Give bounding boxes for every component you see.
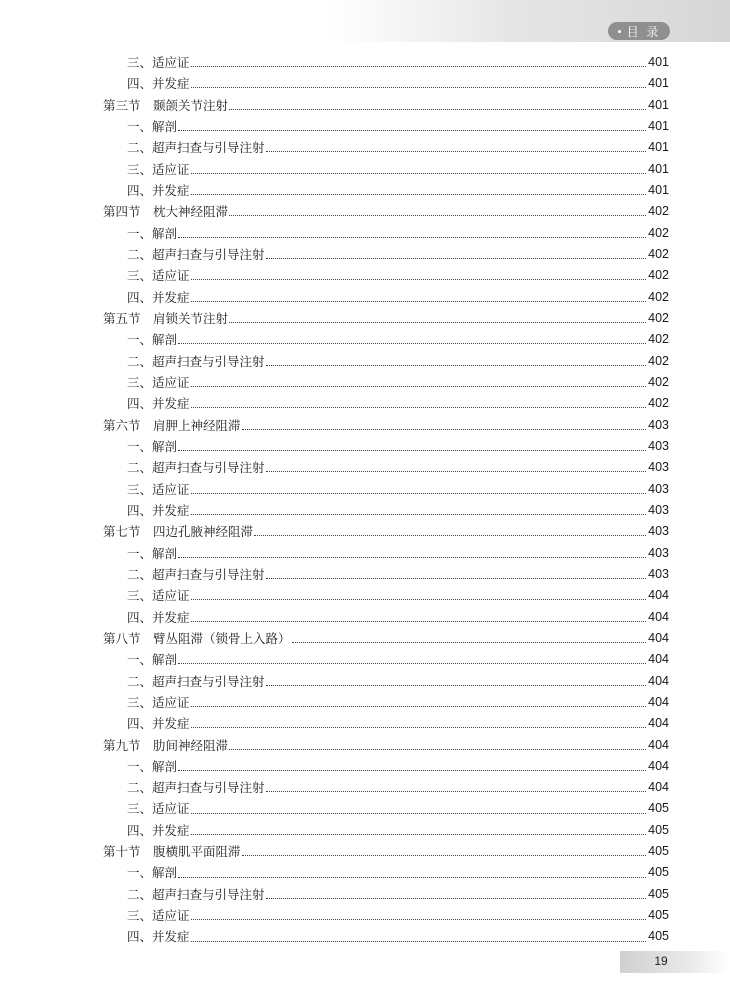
dot-leader	[191, 621, 646, 622]
toc-entry-title: 二、超声扫查与引导注射	[127, 460, 265, 476]
toc-item-row[interactable]	[103, 52, 669, 73]
toc-page-number: 401	[648, 161, 669, 176]
toc-page-number: 401	[648, 76, 669, 91]
toc-page-number: 401	[648, 182, 669, 197]
toc-item-row[interactable]	[103, 543, 669, 564]
dot-leader	[266, 365, 646, 366]
dot-leader	[191, 301, 646, 302]
toc-section-row[interactable]	[103, 841, 669, 862]
toc-item-row[interactable]	[103, 820, 669, 841]
toc-section-number: 第三节	[103, 97, 141, 113]
toc-page-number: 403	[648, 460, 669, 475]
toc-section-number: 第五节	[103, 310, 141, 326]
toc-page-number: 403	[648, 545, 669, 560]
toc-page-number: 405	[648, 929, 669, 944]
toc-entry-title	[103, 95, 228, 116]
dot-leader	[242, 855, 646, 856]
dot-leader	[266, 258, 646, 259]
section-tag-label: 目 录	[626, 24, 661, 39]
toc-item-row[interactable]	[103, 564, 669, 585]
toc-entry-title: 四、并发症	[127, 609, 190, 625]
toc-entry-title: 三、适应证	[127, 161, 190, 177]
toc-entry-title: 二、超声扫查与引导注射	[127, 886, 265, 902]
toc-entry-title	[103, 415, 241, 436]
dot-leader	[229, 749, 646, 750]
toc-page-number: 405	[648, 886, 669, 901]
toc-item-row[interactable]	[103, 351, 669, 372]
toc-page-number: 402	[648, 332, 669, 347]
dot-leader	[178, 557, 646, 558]
toc-section-title: 四边孔腋神经阻滞	[153, 524, 254, 540]
toc-section-row[interactable]	[103, 201, 669, 222]
toc-entry-title: 一、解剖	[127, 438, 178, 454]
toc-item-row[interactable]	[103, 798, 669, 819]
page-number: 19	[654, 954, 668, 968]
toc-item-row[interactable]	[103, 692, 669, 713]
toc-entry-title: 二、超声扫查与引导注射	[127, 353, 265, 369]
toc-item-row[interactable]	[103, 73, 669, 94]
dot-leader	[178, 663, 646, 664]
toc-entry-title: 一、解剖	[127, 865, 178, 881]
toc-entry-title: 二、超声扫查与引导注射	[127, 780, 265, 796]
dot-leader	[178, 770, 646, 771]
table-of-contents	[103, 52, 669, 948]
toc-page-number: 401	[648, 140, 669, 155]
toc-entry-title: 一、解剖	[127, 652, 178, 668]
toc-entry-title: 四、并发症	[127, 929, 190, 945]
toc-page-number: 402	[648, 396, 669, 411]
dot-leader	[191, 813, 646, 814]
toc-section-row[interactable]	[103, 628, 669, 649]
toc-page-number: 402	[648, 310, 669, 325]
toc-entry-title	[103, 841, 241, 862]
toc-section-number: 第六节	[103, 417, 141, 433]
toc-item-row[interactable]	[103, 180, 669, 201]
dot-leader	[292, 642, 646, 643]
toc-entry-title: 四、并发症	[127, 716, 190, 732]
toc-entry-title: 四、并发症	[127, 76, 190, 92]
toc-entry-title: 四、并发症	[127, 289, 190, 305]
toc-page-number: 404	[648, 716, 669, 731]
toc-page-number: 401	[648, 118, 669, 133]
toc-item-row[interactable]	[103, 287, 669, 308]
toc-entry-title: 三、适应证	[127, 55, 190, 70]
toc-section-title: 腹横肌平面阻滞	[153, 844, 241, 860]
toc-section-number: 第九节	[103, 737, 141, 753]
toc-page-number: 402	[648, 289, 669, 304]
toc-item-row[interactable]	[103, 905, 669, 926]
toc-entry-title: 三、适应证	[127, 268, 190, 284]
dot-leader	[191, 279, 646, 280]
dot-leader	[266, 791, 646, 792]
toc-section-title: 枕大神经阻滞	[153, 204, 229, 220]
toc-section-title: 肋间神经阻滞	[153, 737, 229, 753]
toc-item-row[interactable]	[103, 329, 669, 350]
toc-entry-title	[103, 201, 228, 222]
toc-item-row[interactable]	[103, 585, 669, 606]
toc-entry-title: 三、适应证	[127, 694, 190, 710]
toc-entry-title: 二、超声扫查与引导注射	[127, 140, 265, 156]
toc-item-row[interactable]	[103, 926, 669, 947]
toc-section-row[interactable]	[103, 308, 669, 329]
toc-entry-title	[103, 521, 253, 542]
dot-leader	[266, 578, 646, 579]
dot-leader	[191, 407, 646, 408]
dot-leader	[229, 109, 646, 110]
toc-page-number: 401	[648, 55, 669, 69]
toc-page-number: 402	[648, 374, 669, 389]
bullet-icon	[618, 30, 621, 33]
dot-leader	[191, 599, 646, 600]
dot-leader	[266, 898, 646, 899]
toc-entry-title: 一、解剖	[127, 118, 178, 134]
dot-leader	[191, 66, 646, 67]
toc-section-number: 第四节	[103, 204, 141, 220]
dot-leader	[191, 87, 646, 88]
toc-item-row[interactable]	[103, 436, 669, 457]
toc-page-number: 402	[648, 353, 669, 368]
toc-entry-title: 一、解剖	[127, 758, 178, 774]
dot-leader	[191, 834, 646, 835]
toc-page-number: 402	[648, 268, 669, 283]
toc-item-row[interactable]	[103, 457, 669, 478]
toc-page-number: 405	[648, 801, 669, 816]
toc-entry-title	[103, 628, 291, 649]
toc-page-number: 404	[648, 673, 669, 688]
dot-leader	[229, 215, 646, 216]
toc-item-row[interactable]	[103, 265, 669, 286]
toc-entry-title	[103, 735, 228, 756]
dot-leader	[191, 514, 646, 515]
toc-entry-title: 四、并发症	[127, 182, 190, 198]
toc-section-row[interactable]	[103, 95, 669, 116]
toc-section-title: 肩胛上神经阻滞	[153, 417, 241, 433]
toc-section-title: 臂丛阻滞（锁骨上入路）	[153, 630, 291, 646]
toc-section-title: 肩锁关节注射	[153, 310, 229, 326]
toc-page-number: 404	[648, 652, 669, 667]
toc-item-row[interactable]	[103, 777, 669, 798]
toc-item-row[interactable]	[103, 372, 669, 393]
toc-entry-title: 一、解剖	[127, 225, 178, 241]
toc-item-row[interactable]	[103, 479, 669, 500]
toc-page-number: 403	[648, 438, 669, 453]
toc-page-number: 404	[648, 630, 669, 645]
toc-item-row[interactable]	[103, 137, 669, 158]
dot-leader	[229, 322, 646, 323]
toc-page-number: 404	[648, 780, 669, 795]
dot-leader	[191, 941, 646, 942]
toc-entry-title: 四、并发症	[127, 396, 190, 412]
dot-leader	[191, 727, 646, 728]
dot-leader	[191, 386, 646, 387]
toc-section-row[interactable]	[103, 521, 669, 542]
dot-leader	[266, 685, 646, 686]
toc-page-number: 405	[648, 822, 669, 837]
toc-item-row[interactable]	[103, 607, 669, 628]
toc-entry-title: 三、适应证	[127, 374, 190, 390]
toc-section-number: 第十节	[103, 844, 141, 860]
toc-entry-title: 三、适应证	[127, 908, 190, 924]
toc-section-row[interactable]	[103, 735, 669, 756]
toc-entry-title: 三、适应证	[127, 588, 190, 604]
dot-leader	[266, 151, 646, 152]
toc-page-number: 405	[648, 865, 669, 880]
toc-item-row[interactable]	[103, 649, 669, 670]
dot-leader	[178, 450, 646, 451]
toc-page-number: 404	[648, 694, 669, 709]
toc-item-row[interactable]	[103, 862, 669, 883]
toc-entry-title: 一、解剖	[127, 545, 178, 561]
toc-page-number: 405	[648, 908, 669, 923]
dot-leader	[178, 343, 646, 344]
toc-item-row[interactable]	[103, 244, 669, 265]
toc-page-number: 405	[648, 844, 669, 859]
dot-leader	[266, 471, 646, 472]
dot-leader	[178, 130, 646, 131]
toc-page-number: 404	[648, 737, 669, 752]
toc-item-row[interactable]	[103, 223, 669, 244]
header-bar	[330, 0, 730, 42]
toc-item-row[interactable]	[103, 116, 669, 137]
dot-leader	[178, 237, 646, 238]
toc-item-row[interactable]	[103, 713, 669, 734]
section-tag	[608, 22, 670, 40]
toc-item-row[interactable]	[103, 884, 669, 905]
toc-item-row[interactable]	[103, 393, 669, 414]
toc-page-number: 404	[648, 588, 669, 603]
toc-entry-title	[103, 308, 228, 329]
toc-entry-title: 二、超声扫查与引导注射	[127, 246, 265, 262]
toc-page-number: 403	[648, 417, 669, 432]
toc-page-number: 403	[648, 502, 669, 517]
toc-item-row[interactable]	[103, 671, 669, 692]
toc-section-row[interactable]	[103, 415, 669, 436]
dot-leader	[191, 173, 646, 174]
toc-page-number: 404	[648, 609, 669, 624]
toc-page-number: 401	[648, 97, 669, 112]
toc-entry-title: 一、解剖	[127, 332, 178, 348]
toc-page-number: 403	[648, 566, 669, 581]
toc-page-number: 403	[648, 481, 669, 496]
toc-section-number: 第八节	[103, 630, 141, 646]
dot-leader	[191, 194, 646, 195]
toc-item-row[interactable]	[103, 500, 669, 521]
toc-entry-title: 三、适应证	[127, 801, 190, 817]
toc-entry-title: 二、超声扫查与引导注射	[127, 566, 265, 582]
toc-entry-title: 二、超声扫查与引导注射	[127, 673, 265, 689]
toc-entry-title: 四、并发症	[127, 502, 190, 518]
toc-page-number: 402	[648, 246, 669, 261]
dot-leader	[191, 493, 646, 494]
toc-section-number: 第七节	[103, 524, 141, 540]
dot-leader	[254, 535, 646, 536]
toc-entry-title: 三、适应证	[127, 481, 190, 497]
toc-section-title: 颞颌关节注射	[153, 97, 229, 113]
dot-leader	[178, 877, 646, 878]
dot-leader	[191, 919, 646, 920]
toc-page-number: 403	[648, 524, 669, 539]
toc-entry-title: 四、并发症	[127, 822, 190, 838]
toc-page-number: 402	[648, 204, 669, 219]
toc-page-number: 402	[648, 225, 669, 240]
toc-item-row[interactable]	[103, 756, 669, 777]
toc-item-row[interactable]	[103, 159, 669, 180]
toc-page-number: 404	[648, 758, 669, 773]
dot-leader	[242, 429, 646, 430]
dot-leader	[191, 706, 646, 707]
